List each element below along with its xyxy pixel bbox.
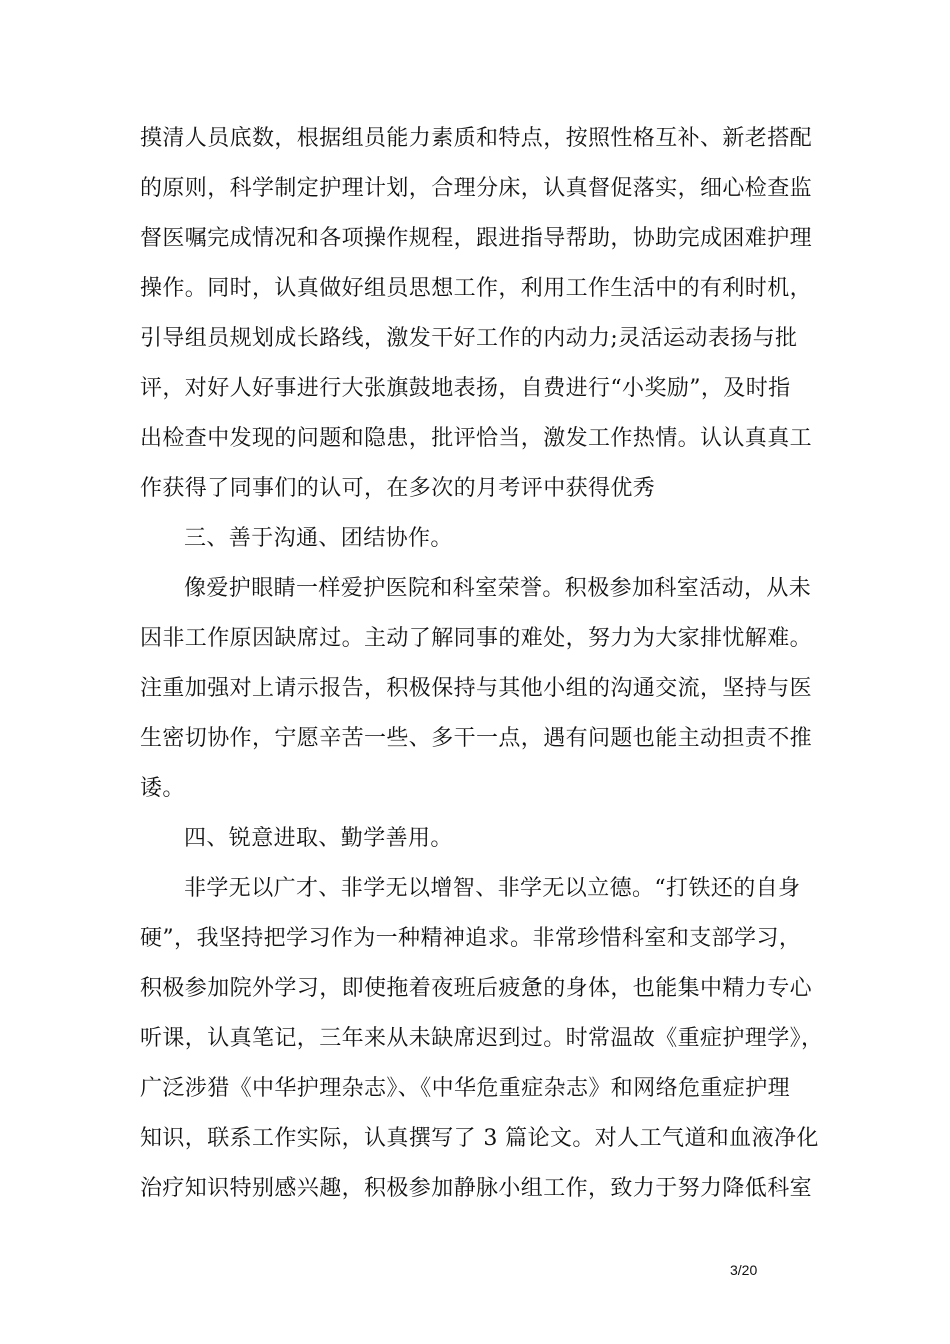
text-line: 非学无以广才、非学无以增智、非学无以立德。“打铁还的自身 — [184, 876, 801, 901]
text-line: 注重加强对上请示报告，积极保持与其他小组的沟通交流，坚持与医 — [140, 676, 813, 701]
text-line: 生密切协作，宁愿辛苦一些、多干一点，遇有问题也能主动担责不推 — [140, 726, 813, 751]
text-line: 因非工作原因缺席过。主动了解同事的难处，努力为大家排忧解难。 — [140, 626, 813, 651]
text-line: 评，对好人好事进行大张旗鼓地表扬，自费进行“小奖励”，及时指 — [140, 376, 791, 401]
text-line: 像爱护眼睛一样爱护医院和科室荣誉。积极参加科室活动，从未 — [184, 576, 812, 601]
text-line: 知识，联系工作实际，认真撰写了 3 篇论文。对人工气道和血液净化 — [140, 1126, 819, 1151]
text-line: 治疗知识特别感兴趣，积极参加静脉小组工作，致力于努力降低科室 — [140, 1176, 813, 1201]
text-line: 积极参加院外学习，即使拖着夜班后疲惫的身体，也能集中精力专心 — [140, 976, 813, 1001]
page-number: 3/20 — [730, 1262, 758, 1278]
text-line: 摸清人员底数，根据组员能力素质和特点，按照性格互补、新老搭配 — [140, 126, 813, 151]
text-line: 听课，认真笔记，三年来从未缺席迟到过。时常温故《重症护理学》， — [140, 1026, 824, 1051]
text-line: 广泛涉猎《中华护理杂志》、《中华危重症杂志》和网络危重症护理 — [140, 1076, 791, 1101]
body-text — [140, 114, 840, 1214]
text-line: 诿。 — [140, 776, 185, 801]
section-heading: 三、善于沟通、团结协作。 — [184, 526, 453, 551]
text-line: 出检查中发现的问题和隐患，批评恰当，激发工作热情。认认真真工 — [140, 426, 813, 451]
text-line: 作获得了同事们的认可，在多次的月考评中获得优秀 — [140, 476, 656, 501]
text-line: 硬”，我坚持把学习作为一种精神追求。非常珍惜科室和支部学习， — [140, 926, 802, 951]
text-line: 操作。同时，认真做好组员思想工作，利用工作生活中的有利时机， — [140, 276, 813, 301]
text-line: 督医嘱完成情况和各项操作规程，跟进指导帮助，协助完成困难护理 — [140, 226, 813, 251]
section-heading: 四、锐意进取、勤学善用。 — [184, 826, 453, 851]
text-line: 的原则，科学制定护理计划，合理分床，认真督促落实，细心检查监 — [140, 176, 813, 201]
text-line: 引导组员规划成长路线，激发干好工作的内动力;灵活运动表扬与批 — [140, 326, 798, 351]
